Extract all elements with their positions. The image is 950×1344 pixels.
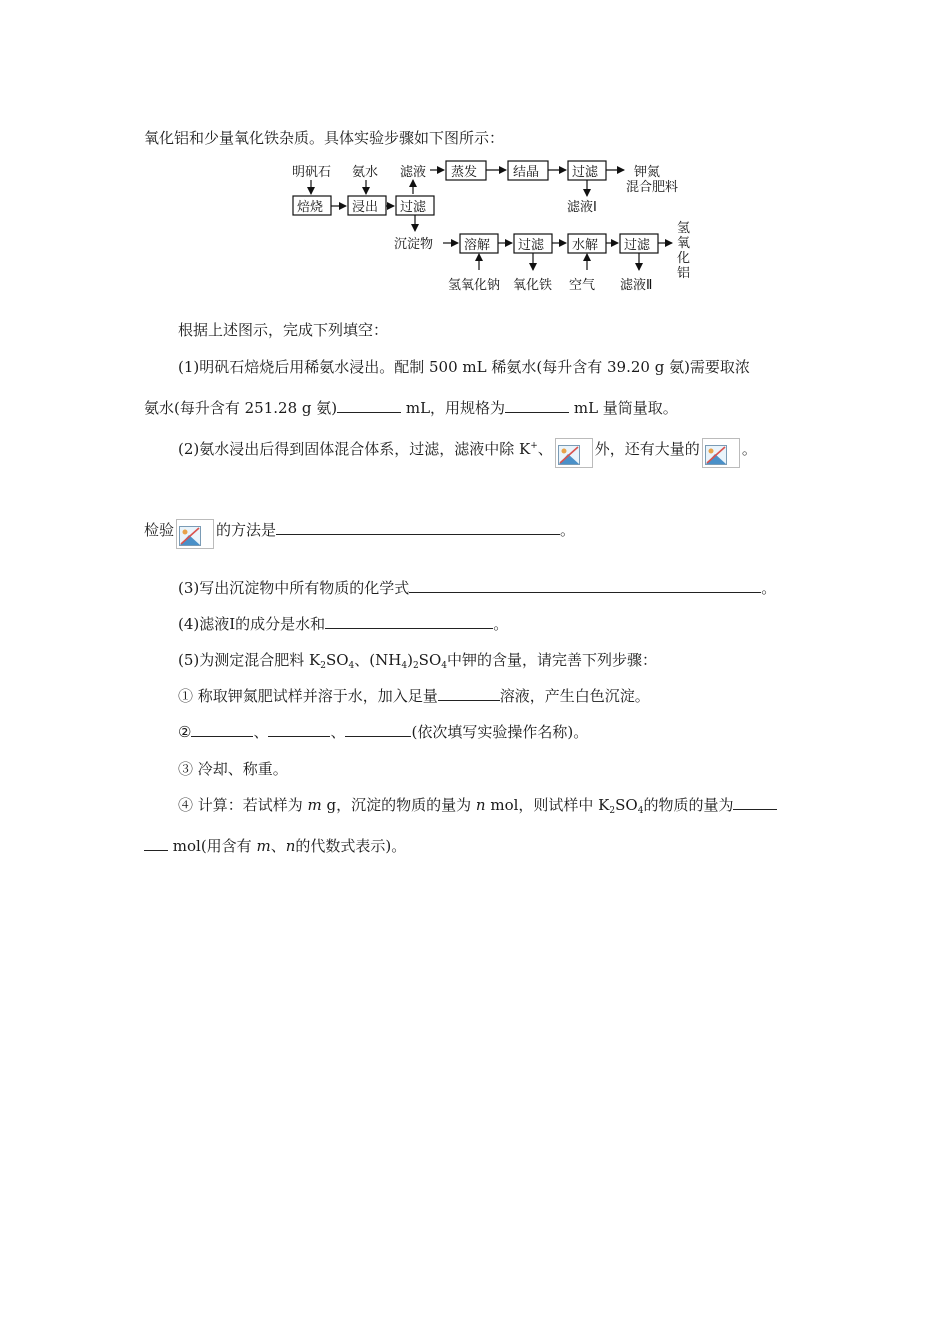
label-aloh3-3: 化 xyxy=(677,251,691,266)
answer-blank-step2-a[interactable] xyxy=(191,722,253,737)
q1b-text-2: mL，用规格为 xyxy=(401,399,506,417)
answer-blank-q1-cylinder[interactable] xyxy=(505,398,569,413)
question-1-line-2 xyxy=(144,398,678,418)
step2-sep-2: 、 xyxy=(330,723,346,741)
q2a-text-1: (2)氨水浸出后得到固体混合体系，过滤，滤液中除 K xyxy=(178,440,531,458)
q5-text-6: 中钾的含量，请完善下列步骤： xyxy=(446,651,657,669)
q2b-text-1: 检验 xyxy=(144,521,175,539)
label-filtrate-1: 滤液Ⅰ xyxy=(567,200,597,215)
step1-text-2: 溶液，产生白色沉淀。 xyxy=(499,687,650,705)
label-dissolve: 溶解 xyxy=(464,238,491,253)
label-fertilizer-1: 钾氮 xyxy=(634,165,661,180)
step4-sub-2: 4 xyxy=(637,806,644,816)
step4-sub-1: 2 xyxy=(609,806,616,816)
intro-text: 氧化铝和少量氧化铁杂质。具体实验步骤如下图所示： xyxy=(144,129,505,147)
lead-text: 根据上述图示，完成下列填空： xyxy=(178,321,389,339)
label-naoh: 氢氧化钠 xyxy=(448,278,501,293)
q2a-sup: + xyxy=(530,441,538,451)
label-leach: 浸出 xyxy=(352,200,379,215)
q5-sub-1: 2 xyxy=(320,661,326,671)
question-5 xyxy=(178,650,657,676)
answer-blank-q3[interactable] xyxy=(409,578,761,593)
answer-blank-step4-part1[interactable] xyxy=(733,795,777,810)
label-filter-a: 过滤 xyxy=(572,165,599,180)
q5-text-4: ) xyxy=(407,651,413,669)
broken-image-icon xyxy=(702,438,740,468)
label-aloh3-2: 氧 xyxy=(677,236,691,251)
label-filter-main: 过滤 xyxy=(400,200,427,215)
q3-text-2: 。 xyxy=(761,579,777,597)
question-1-line-1 xyxy=(178,357,750,377)
step4-var-n: n xyxy=(475,796,486,814)
q3-text-1: (3)写出沉淀物中所有物质的化学式 xyxy=(178,579,410,597)
label-hydrolyze: 水解 xyxy=(572,238,599,253)
step2-text-2: (依次填写实验操作名称)。 xyxy=(411,723,589,741)
answer-blank-step1[interactable] xyxy=(438,686,500,701)
step4b-var-n: n xyxy=(285,837,296,855)
broken-image-icon xyxy=(555,438,593,468)
step4-var-m: m xyxy=(307,796,322,814)
q5-text-1: (5)为测定混合肥料 K xyxy=(178,651,321,669)
label-roast: 焙烧 xyxy=(297,200,324,215)
label-evaporate: 蒸发 xyxy=(451,165,478,180)
step-1 xyxy=(178,686,650,706)
answer-blank-step4-part2[interactable] xyxy=(144,836,168,851)
q2a-text-2: 、 xyxy=(537,440,553,458)
step4-text-1: ④ 计算：若试样为 xyxy=(178,796,308,814)
label-filter-b: 过滤 xyxy=(518,238,545,253)
label-alunite: 明矾石 xyxy=(292,165,332,180)
q2a-text-3: 外，还有大量的 xyxy=(594,440,700,458)
answer-blank-step2-c[interactable] xyxy=(345,722,411,737)
q4-text-2: 。 xyxy=(493,615,509,633)
step4-text-5: 的物质的量为 xyxy=(643,796,734,814)
label-fe2o3: 氧化铁 xyxy=(513,278,553,293)
step-2 xyxy=(178,722,588,742)
q1b-text-1: 氨水(每升含有 251.28 g 氨) xyxy=(144,399,338,417)
question-2-line-1 xyxy=(178,436,757,468)
step-4-line-2 xyxy=(144,836,406,856)
answer-blank-q4[interactable] xyxy=(325,614,493,629)
question-3 xyxy=(178,578,776,598)
broken-image-icon xyxy=(176,519,214,549)
q5-sub-4: 2 xyxy=(412,661,419,671)
process-flowchart xyxy=(280,150,720,320)
step4b-text-2: 、 xyxy=(270,837,286,855)
q2a-text-4: 。 xyxy=(741,440,757,458)
label-filter-c: 过滤 xyxy=(624,238,651,253)
label-filtrate: 滤液 xyxy=(400,165,427,180)
question-2-line-2 xyxy=(144,519,575,549)
q1b-text-3: mL 量筒量取。 xyxy=(569,399,678,417)
q5-text-2: SO xyxy=(325,651,349,669)
label-ammonia: 氨水 xyxy=(352,165,379,180)
q5-sub-3: 4 xyxy=(401,661,408,671)
q2b-text-2: 的方法是 xyxy=(216,521,277,539)
answer-blank-step2-b[interactable] xyxy=(268,722,330,737)
label-air: 空气 xyxy=(569,278,596,293)
step-4-line-1 xyxy=(178,795,777,821)
label-aloh3-1: 氢 xyxy=(677,221,691,236)
step4b-text-3: 的代数式表示)。 xyxy=(295,837,407,855)
q5-sub-2: 4 xyxy=(348,661,355,671)
label-precipitate: 沉淀物 xyxy=(394,237,434,252)
label-aloh3-4: 铝 xyxy=(677,266,691,281)
q5-sub-5: 4 xyxy=(441,661,447,671)
step1-text-1: ① 称取钾氮肥试样并溶于水，加入足量 xyxy=(178,687,438,705)
step4b-text-1: mol(用含有 xyxy=(168,837,257,855)
step4b-var-m: m xyxy=(256,837,271,855)
step4-text-2: g，沉淀的物质的量为 xyxy=(321,796,476,814)
step2-text-1: ② xyxy=(178,723,192,741)
label-fertilizer-2: 混合肥料 xyxy=(626,180,679,195)
step-3: ③ 冷却、称重。 xyxy=(178,760,288,778)
q2b-text-3: 。 xyxy=(560,521,576,539)
answer-blank-q1-volume[interactable] xyxy=(337,398,401,413)
label-filtrate-2: 滤液Ⅱ xyxy=(620,278,653,293)
q5-text-5: SO xyxy=(418,651,442,669)
q4-text-1: (4)滤液Ⅰ的成分是水和 xyxy=(178,615,326,633)
q1a-text: (1)明矾石焙烧后用稀氨水浸出。配制 500 mL 稀氨水(每升含有 39.20 g 氨)需要取浓 xyxy=(178,358,750,376)
step4-text-4: SO xyxy=(615,796,638,814)
label-crystallize: 结晶 xyxy=(513,165,540,180)
answer-blank-q2-method[interactable] xyxy=(276,520,560,535)
question-4 xyxy=(178,614,508,634)
step4-text-3: mol，则试样中 K xyxy=(485,796,610,814)
q5-text-3: 、(NH xyxy=(354,651,402,669)
step2-sep-1: 、 xyxy=(253,723,269,741)
